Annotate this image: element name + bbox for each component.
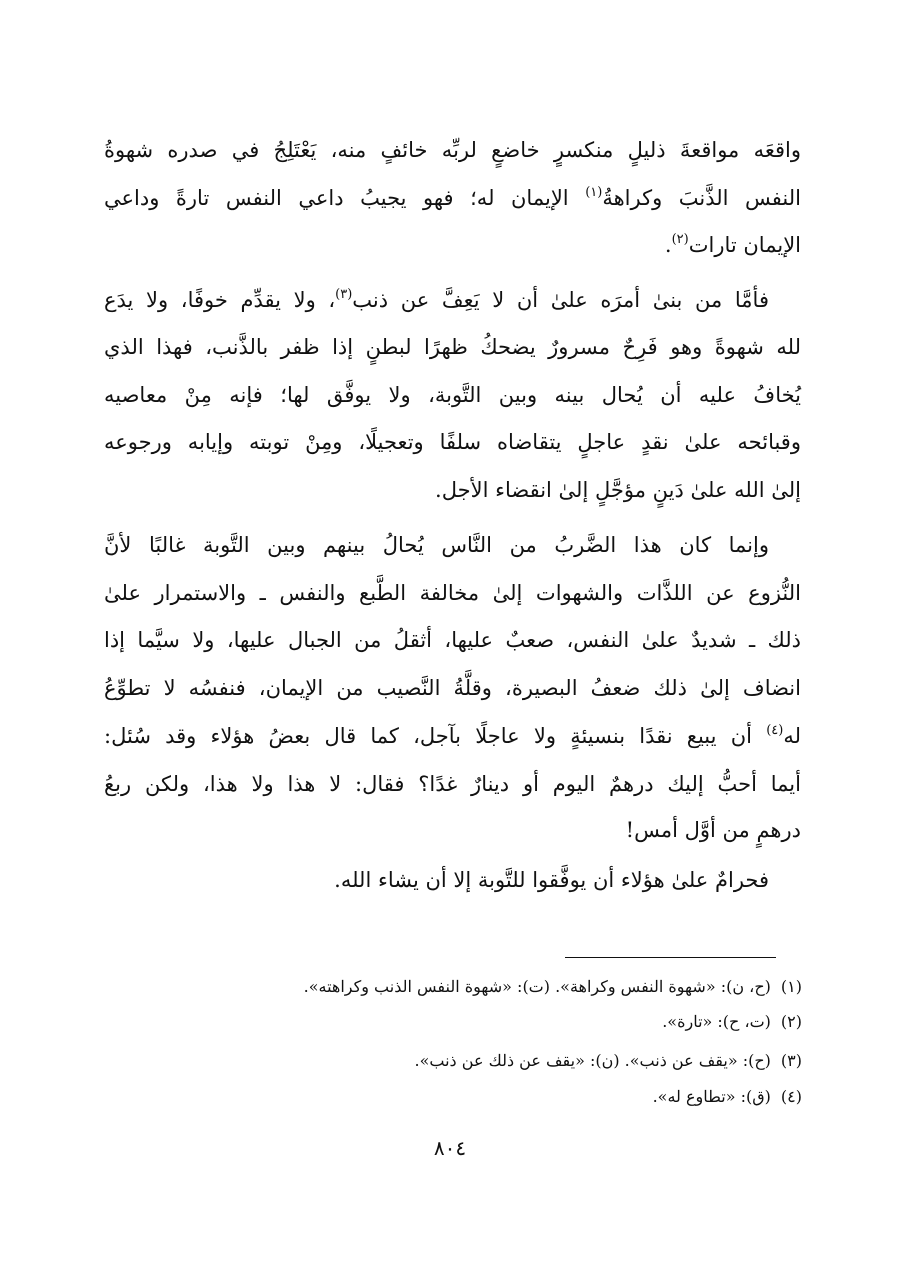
footnote-text: (ق): «تطاوع له». (652, 1087, 771, 1106)
text-line (104, 183, 801, 213)
text-line (104, 769, 801, 799)
text-line (104, 815, 801, 845)
footnote-number: (٣) (780, 1051, 802, 1070)
text-line (104, 427, 801, 457)
footnote (653, 1085, 802, 1109)
footnote-text: (ح): «يقف عن ذنب». (ن): «يقف عن ذلك عن ذنب». (414, 1051, 771, 1070)
footnote-divider (565, 957, 776, 958)
footnote-reference[interactable]: (٢) (671, 232, 689, 247)
text-segment: درهمٍ من أوَّل أمس! (625, 818, 801, 842)
footnote-reference[interactable]: (٣) (335, 287, 353, 302)
text-line (104, 135, 801, 165)
text-segment: أن يبيع نقدًا بنسيئةٍ ولا عاجلًا بآجل، كما قال بعضُ هؤلاء وقد سُئل: (104, 724, 767, 748)
text-line (104, 625, 801, 655)
footnote-number: (٢) (780, 1012, 802, 1031)
page-number: ٨٠٤ (433, 1136, 467, 1160)
text-line (104, 721, 801, 751)
text-segment: ذلك ـ شديدٌ علىٰ النفس، صعبٌ عليها، أثقلُ من الجبال عليها، ولا سيَّما إذا (104, 628, 801, 652)
text-segment: فحرامٌ علىٰ هؤلاء أن يوفَّقوا للتَّوبة إلا أن يشاء الله. (334, 868, 769, 892)
text-segment: وإنما كان هذا الضَّربُ من النَّاس يُحالُ بينهم وبين التَّوبة غالبًا لأنَّ (104, 533, 769, 557)
text-line (104, 578, 801, 608)
text-line (104, 285, 801, 315)
text-segment: أيما أحبُّ إليك درهمٌ اليوم أو دينارٌ غدًا؟ فقال: لا هذا ولا هذا، ولكن ربعُ (104, 772, 801, 796)
footnote (662, 1010, 802, 1034)
text-segment: الإيمان تارات (688, 233, 801, 257)
text-segment: إلىٰ الله علىٰ دَينٍ مؤجَّلٍ إلىٰ انقضاء الأجل. (435, 478, 801, 502)
text-line (104, 865, 801, 895)
text-segment: الإيمان له؛ فهو يجيبُ داعي النفس تارةً وداعي (104, 186, 586, 210)
text-line (104, 530, 801, 560)
text-segment: النفس الذَّنبَ وكراهةُ (602, 186, 801, 210)
text-line (104, 230, 801, 260)
text-segment: النُّزوع عن اللذَّات والشهوات إلىٰ مخالفة الطَّبع والنفس ـ والاستمرار علىٰ (104, 581, 801, 605)
text-line (104, 673, 801, 703)
footnote-reference[interactable]: (٤) (766, 723, 784, 738)
text-segment: واقعَه مواقعةَ ذليلٍ منكسرٍ خاضعٍ لربِّه خائفٍ منه، يَعْتَلِجُ في صدره شهوةُ (104, 138, 801, 162)
footnote (304, 975, 802, 999)
footnote-text: (ت، ح): «تارة». (662, 1012, 771, 1031)
text-segment: يُخافُ عليه أن يُحال بينه وبين التَّوبة، ولا يوفَّق لها؛ فإنه مِنْ معاصيه (104, 383, 801, 407)
text-segment: ، ولا يقدِّم خوفًا، ولا يدَع (104, 288, 336, 312)
text-segment: لله شهوةً وهو فَرِحٌ مسرورٌ يضحكُ ظهرًا لبطنٍ إذا ظفر بالذَّنب، فهذا الذي (104, 335, 801, 359)
text-segment: له (783, 724, 801, 748)
text-segment: وقبائحه علىٰ نقدٍ عاجلٍ يتقاضاه سلفًا وتعجيلًا، ومِنْ توبته وإيابه ورجوعه (104, 430, 801, 454)
text-line (104, 332, 801, 362)
footnote-reference[interactable]: (١) (585, 185, 603, 200)
text-segment: فأمَّا من بنىٰ أمرَه علىٰ أن لا يَعِفَّ عن ذنب (352, 288, 769, 312)
footnote-number: (٤) (780, 1087, 802, 1106)
text-line (104, 475, 801, 505)
footnote-number: (١) (780, 977, 802, 996)
footnote-text: (ح، ن): «شهوة النفس وكراهة». (ت): «شهوة النفس الذنب وكراهته». (303, 977, 771, 996)
text-segment: . (664, 233, 672, 257)
footnote (415, 1049, 802, 1073)
text-line (104, 380, 801, 410)
text-segment: انضاف إلىٰ ذلك ضعفُ البصيرة، وقلَّةُ النَّصيب من الإيمان، فنفسُه لا تطوِّعُ (104, 676, 801, 700)
